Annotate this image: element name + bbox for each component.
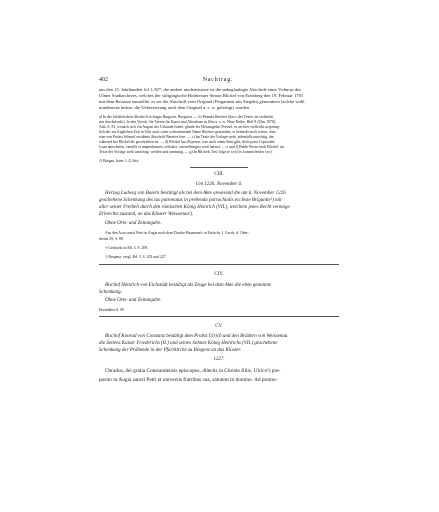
undated-note: Ohne Orts- und Zeitangabe.	[105, 221, 162, 226]
footnote: 1) Burgau, baier. L.G.Sitz.	[99, 159, 140, 163]
critical-note-line: Texte der Vorlage steht unrichtig: weiden und ramming. — g) In Blickels Text folgt se wol (es kommt beides vor).	[99, 150, 273, 154]
regest-line: die Seitens Kaiser Friederichs (II.) und seines Sohnes König Heinrichs (VII.) geschehene	[99, 341, 278, 346]
intro-line: mindestens bisher: die Uebersetzung nach dem Original u. s. w. gefertigt) wurden.	[99, 105, 251, 110]
regest-line: Schenkung.	[99, 290, 122, 295]
charter-text-line: posito in Augia sancti Petri et universis fratribus sua, salutem in domino. Ad promo-	[99, 377, 278, 383]
section-divider	[190, 167, 248, 168]
section-date: Um 1226. November 6.	[195, 182, 243, 187]
regest-line: Erbrechts zustand, an das Kloster Weissenau²).	[99, 212, 194, 217]
critical-note-line: nur durchdruckt). In den Versch. für Verein für Kunst und Alterthum in Ulm u. s. w. Neue Reihe, Heft 8 (Ulm 1870),	[99, 120, 276, 124]
critical-note-line: eine von Probst Schmid erwähnte Abschrift Bereiter lese. — c) Im Texte der Vorlage steht, jedenfalls unrichtig, der,	[99, 135, 275, 139]
critical-note-line: (cum amechulus, careifle et ampenbansen, orbtdaer, caterrelhingeri renti hacnat. — e und f) Beide Worte nach Blickel, im	[99, 145, 285, 149]
intro-line: Ulmer Stadtarchives, welches der stiftgingische Hofmeister Simon Blickel von Eratsberg den 19. Februar 1701	[99, 93, 304, 98]
footnote: ¹) Bregenz, vergl. Bd. 3, S. 203 und 227.	[105, 255, 167, 259]
section-number: CV.	[215, 324, 223, 329]
source-line: Aus den Acta sancti Petri in Augia nach dem Drucke Baumann's in Zeitschr. f. Gesch. d. Ober-	[105, 231, 249, 235]
source-line: rheins 29, S. 88.	[99, 237, 124, 241]
critical-note-line: lich der zur fraglichen Zeit in Ulm auch sonst vorkommende Name Bereiter gestanden; er bemerkt noch weiter, dass	[99, 130, 276, 134]
section-divider	[99, 316, 339, 317]
page-number: 402	[99, 77, 108, 83]
source-line: Ebendaher S. 89.	[99, 308, 125, 312]
intro-line: aus den 15. Jahrhundert fol. LXI*, die andere modernisierte ist die unbeglaubigte Abschrift eines Vidimus des	[99, 87, 301, 92]
charter-year: 1227.	[213, 357, 225, 362]
charter-text-line: Cͦnradus, dei gratia Constantiensis episcopus, dilectis in Christo filiis, Ulrico¹) pre-	[105, 368, 281, 374]
undated-note: Ohne Orts- und Zeitangabe.	[105, 298, 162, 303]
section-number: CIV.	[214, 272, 224, 277]
regest-line: Bischof Konrad von Constanz bestätigt dem Probst Ulrich und den Brüdern von Weissenau	[105, 334, 288, 339]
regest-line: aller seiner Freiheit durch den römischen König Heinrich (VII.), welchem jenes Recht vermöge	[99, 205, 290, 210]
intro-line: mit dem Beisatze ausstellte, es sei die Abschrift vom Original (Pergament mit Siegeln) genommen (solche wohl	[99, 99, 305, 104]
critical-note-line: a) In der blickleischen Abschrift richtiger Burgwes, Burgwen. — b) Ebenda Bereiter (das s des Textes ist vielleicht	[99, 115, 274, 119]
regest-line: Herzog Ludwig von Baiern bestätigt als bei dem Akte anwesend die am 6. November 1226	[105, 191, 286, 196]
regest-line: Bischof Heinrich von Eichstädt bestätigt als Zeuge bei dem Akte die eben genannte	[105, 283, 272, 288]
regest-line: geschehene Schenkung des ius patronatus in prebenda parrochialis ecclesie Briguntie¹) mit	[99, 198, 282, 203]
critical-note-line: Anh. S. 81, wonach sich ein August der Urkunde findet, glaubt der Herausgeber Pressel, es sei hier vielleicht ursprüng-	[99, 125, 281, 129]
section-number: CIII.	[214, 172, 224, 177]
regest-line: Schenkung der Präbende in der Pfarrkirche zu Bregenz an das Kloster.	[99, 348, 241, 353]
section-divider	[99, 264, 339, 265]
running-title: Nachtrag.	[202, 77, 234, 83]
footnote: ¹) Gedruckt in Bd. 3, S. 209.	[105, 246, 149, 250]
critical-note-line: während bei Blickel dir geschrieben ist. — d) Blickel hat (Erpesen, was auch einen Sinn gibt; doch passt Urpesolen	[99, 140, 275, 144]
